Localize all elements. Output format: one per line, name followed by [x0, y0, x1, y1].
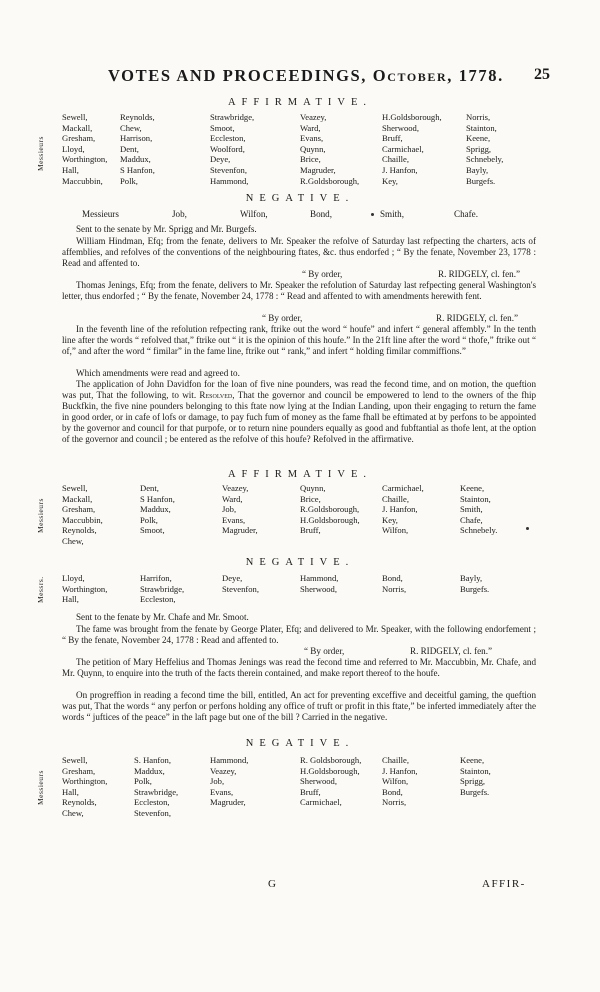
member-name: Smoot,	[140, 525, 165, 536]
member-name: Wilfon,	[382, 776, 409, 787]
member-name: Evans,	[222, 514, 246, 525]
member-name: Brice,	[300, 493, 321, 504]
page-number: 25	[534, 66, 550, 83]
vote2-negative-heading: NEGATIVE.	[245, 557, 355, 568]
member-name: Hall,	[62, 594, 79, 605]
member-name: Bond,	[382, 573, 403, 583]
vote2-col-6	[460, 483, 497, 536]
vote2n-col-1	[62, 573, 107, 605]
member-name: Maccubbin,	[62, 175, 103, 186]
vote2-negative-side-label: Messrs.	[36, 576, 45, 604]
member-name: Norris,	[382, 583, 407, 594]
vote3-col-2	[134, 755, 178, 819]
by-order-3: “ By order,	[304, 646, 345, 656]
paragraph-hesselius: The petition of Mary Heffelius and Thomas Jenings was read the fecond time and referred to Mr. Maccubbin, Mr. Chafe, and Mr. Quynn, to enquire into the truth of the facts therein contained, and make report thereof to the houfe.	[62, 657, 536, 678]
member-name: Norris,	[466, 112, 491, 122]
member-name: Dent,	[140, 483, 159, 493]
member-name: Quynn,	[300, 483, 326, 493]
member-name: Magruder,	[222, 525, 258, 536]
member-name: Keene,	[460, 483, 485, 493]
vote1-col-4	[300, 112, 359, 186]
member-name: Chaille,	[382, 154, 409, 165]
member-name: Worthington,	[62, 776, 108, 787]
member-name: Chew,	[120, 122, 142, 133]
ink-mark	[526, 527, 529, 530]
member-name: Magruder,	[300, 164, 336, 175]
paragraph-jenings: Thomas Jenings, Efq; from the fenate, delivers to Mr. Speaker the refolution of Saturday last refpecting general Washington's letter, thus endorfed ; “ By the fenate, November 24, 1778 : “ Read and affented to with amendments herewith fent.	[62, 280, 536, 301]
member-name: Gresham,	[62, 504, 96, 515]
sent-to-senate-line-2: Sent to the fenate by Mr. Chafe and Mr. Smoot.	[76, 612, 249, 622]
vote2n-col-4	[300, 573, 338, 594]
vote2-side-label: Messieurs	[36, 498, 45, 534]
member-name: Hammond,	[300, 573, 339, 583]
member-name: Chaille,	[382, 493, 409, 504]
member-name: Strawbridge,	[140, 583, 185, 594]
member-name: Reynolds,	[62, 797, 97, 808]
catchword: AFFIR-	[482, 878, 526, 890]
member-name: S Hanfon,	[120, 164, 155, 175]
member-name: Carmichael,	[382, 483, 424, 493]
member-name: Key,	[382, 175, 398, 186]
member-name: Veazey,	[222, 483, 249, 493]
vote2-negative-list	[36, 573, 542, 607]
vote1-negative-name: Chafe.	[454, 209, 478, 219]
paragraph-plater: The fame was brought from the fenate by George Plater, Efq; and delivered to Mr. Speaker, with the following endorfement ; “ By the fenate, November 24, 1778 : Read and affented to.	[62, 624, 536, 645]
member-name: Reynolds,	[62, 525, 97, 536]
vote1-negative-name: Smith,	[380, 209, 405, 219]
member-name: Stevenfon,	[134, 807, 171, 818]
page-header	[60, 66, 550, 90]
member-name: Polk,	[140, 514, 158, 525]
vote2n-col-2	[140, 573, 184, 605]
vote3-side-label: Messieurs	[36, 770, 45, 806]
member-name: Sewell,	[62, 112, 88, 122]
member-name: Sherwood,	[382, 122, 419, 133]
member-name: Chafe,	[460, 514, 483, 525]
vote1-affirmative-heading: AFFIRMATIVE.	[227, 97, 373, 108]
member-name: Keene,	[460, 755, 485, 765]
vote2-col-2	[140, 483, 175, 536]
amendments-agreed-line: Which amendments were read and agreed to.	[76, 368, 240, 378]
member-name: Stevenfon,	[210, 164, 247, 175]
vote1-affirmative-list	[36, 112, 542, 188]
davidson-lead: The application of John Davidfon for the loan of five nine pounders, was read the fecond time, and on motion, the queftion was put, That the following, to wit.	[62, 379, 536, 400]
member-name: Hammond,	[210, 755, 249, 765]
member-name: R. Goldsborough,	[300, 755, 362, 765]
member-name: Stainton,	[466, 122, 497, 133]
ink-mark	[371, 213, 374, 216]
vote3-col-5	[382, 755, 418, 808]
member-name: Mackall,	[62, 493, 93, 504]
member-name: Hall,	[62, 786, 79, 797]
member-name: Maddux,	[120, 154, 151, 165]
member-name: Stevenfon,	[222, 583, 259, 594]
member-name: Bond,	[382, 786, 403, 797]
member-name: Smoot,	[210, 122, 235, 133]
member-name: Hammond,	[210, 175, 249, 186]
running-title: VOTES AND PROCEEDINGS, October, 1778.	[108, 66, 504, 85]
paragraph-davidson	[62, 379, 536, 445]
member-name: Chew,	[62, 535, 84, 546]
vote1-negative-name: Job,	[172, 209, 187, 219]
member-name: Burgefs.	[460, 786, 490, 797]
member-name: Maddux,	[134, 765, 165, 776]
member-name: Veazey,	[210, 765, 237, 776]
vote2-col-1	[62, 483, 103, 547]
member-name: Magruder,	[210, 797, 246, 808]
vote1-negative-name: Wilfon,	[240, 209, 268, 219]
member-name: Eccleston,	[134, 797, 170, 808]
vote2n-col-3	[222, 573, 259, 594]
member-name: Norris,	[382, 797, 407, 808]
member-name: Chew,	[62, 807, 84, 818]
member-name: Reynolds,	[120, 112, 155, 122]
vote3-col-3	[210, 755, 248, 808]
vote2n-col-5	[382, 573, 406, 594]
member-name: Mackall,	[62, 122, 93, 133]
member-name: H.Goldsborough,	[300, 765, 360, 776]
member-name: Deye,	[210, 154, 231, 165]
member-name: Quynn,	[300, 143, 326, 154]
vote2-affirmative-heading: AFFIRMATIVE.	[227, 469, 373, 480]
member-name: Bayly,	[460, 573, 483, 583]
vote3-col-4	[300, 755, 361, 808]
vote2-col-3	[222, 483, 258, 536]
resolved-label: Resolved,	[199, 390, 235, 400]
vote2-col-4	[300, 483, 360, 536]
member-name: Dent,	[120, 143, 139, 154]
member-name: Sprigg,	[460, 776, 486, 787]
member-name: Polk,	[120, 175, 138, 186]
member-name: S Hanfon,	[140, 493, 175, 504]
paragraph-gaming-bill: On progreffion in reading a fecond time the bill, entitled, An act for preventing exceffive and deceitful gaming, the queftion was put, That the words “ any perfon or perfons holding any office of truft or profit in this ftate,” be inferted immediately after the words “ juftices of the peace” in the laft page but one of the bill ? Carried in the negative.	[62, 690, 536, 722]
vote1-col-1	[62, 112, 107, 186]
member-name: S. Hanfon,	[134, 755, 171, 765]
member-name: Bruff,	[300, 786, 321, 797]
member-name: Eccleston,	[210, 133, 246, 144]
signature-mark: G	[268, 878, 276, 890]
vote1-col-5	[382, 112, 442, 186]
member-name: Brice,	[300, 154, 321, 165]
vote1-side-label: Messieurs	[36, 136, 45, 172]
member-name: Sewell,	[62, 755, 88, 765]
member-name: Sherwood,	[300, 583, 337, 594]
vote1-negative-messieurs: Messieurs	[82, 209, 119, 219]
member-name: Strawbridge,	[210, 112, 255, 122]
member-name: H.Goldsborough,	[382, 112, 442, 122]
member-name: Carmichael,	[300, 797, 342, 808]
member-name: Eccleston,	[140, 594, 176, 605]
member-name: Veazey,	[300, 112, 327, 122]
member-name: Carmichael,	[382, 143, 424, 154]
vote3-negative-heading: NEGATIVE.	[245, 738, 355, 749]
member-name: Sprigg,	[466, 143, 492, 154]
member-name: Stainton,	[460, 493, 491, 504]
vote3-col-1	[62, 755, 107, 819]
vote1-col-2	[120, 112, 155, 186]
sent-to-senate-line: Sent to the senate by Mr. Sprigg and Mr. Burgefs.	[76, 224, 257, 234]
member-name: Deye,	[222, 573, 243, 583]
member-name: Bayly,	[466, 164, 489, 175]
member-name: Strawbridge,	[134, 786, 179, 797]
member-name: Harrison,	[120, 133, 153, 144]
member-name: Worthington,	[62, 154, 108, 165]
vote2-col-5	[382, 483, 424, 536]
member-name: J. Hanfon,	[382, 164, 418, 175]
vote1-col-3	[210, 112, 254, 186]
vote2-affirmative-list	[36, 483, 542, 549]
member-name: Stainton,	[460, 765, 491, 776]
ridgely-signature-1: R. RIDGELY, cl. fen.”	[438, 269, 521, 279]
member-name: Schnebely.	[460, 525, 498, 536]
member-name: Worthington,	[62, 583, 108, 594]
paragraph-amendments: In the feventh line of the refolution refpecting rank, ftrike out the word “ houfe” and infert “ general affembly.” In the tenth line after the words “ refolved that,” ftrike out “ it is the opinion of this houfe.” In the 21ft line after the word “ thofe,” ftrike out “ of,” and after the word “ fimilar” in the fame line, ftrike out “ rank,” and infert “ holding fimilar commiffions.”	[62, 324, 536, 356]
member-name: Job,	[210, 776, 225, 787]
by-order-2: “ By order,	[262, 313, 303, 323]
member-name: Ward,	[300, 122, 321, 133]
member-name: Lloyd,	[62, 573, 85, 583]
member-name: Smith,	[460, 504, 483, 515]
davidson-rest: That the governor and council be empowered to lend to the owners of the fhip Buckfkin, the five nine pounders belonging to this ftate now lying at the Indian Landing, upon their engaging to return the fame in good order, or in cafe of lofs or damage, to pay fuch fum of money as the fame fhall be eftimated at by perfons to be appointed by the governor and council for that purpofe, or to return nine pounders equally as good and fubftantial as thofe lent, at the option of the governor and council ; be entered as the refolve of this houfe? Refolved in the affirmative.	[62, 390, 537, 444]
vote1-negative-heading: NEGATIVE.	[245, 193, 355, 204]
member-name: H.Goldsborough,	[300, 514, 360, 525]
member-name: J. Hanfon,	[382, 504, 418, 515]
member-name: Maccubbin,	[62, 514, 103, 525]
member-name: Keene,	[466, 133, 491, 144]
member-name: R.Goldsborough,	[300, 175, 360, 186]
member-name: Hall,	[62, 164, 79, 175]
member-name: Lloyd,	[62, 143, 85, 154]
member-name: Bruff,	[300, 525, 321, 536]
member-name: Burgefs.	[460, 583, 490, 594]
member-name: Burgefs.	[466, 175, 496, 186]
member-name: Polk,	[134, 776, 152, 787]
member-name: Ward,	[222, 493, 243, 504]
member-name: Harrifon,	[140, 573, 172, 583]
member-name: J. Hanfon,	[382, 765, 418, 776]
member-name: Chaille,	[382, 755, 409, 765]
vote3-negative-list	[36, 755, 542, 821]
ridgely-signature-3: R. RIDGELY, cl. fen.”	[410, 646, 493, 656]
member-name: Evans,	[300, 133, 324, 144]
member-name: Wilfon,	[382, 525, 409, 536]
member-name: Gresham,	[62, 765, 96, 776]
member-name: Gresham,	[62, 133, 96, 144]
paragraph-hindman: William Hindman, Efq; from the fenate, delivers to Mr. Speaker the refolve of Saturday last refpecting the charters, acts of affemblies, and refolves of the conventions of the neighbouring ftates, &c. thus endorfed ; “ By the fenate, November 23, 1778 : Read and affented to.	[62, 236, 536, 268]
member-name: Bruff,	[382, 133, 403, 144]
member-name: Sewell,	[62, 483, 88, 493]
member-name: Sherwood,	[300, 776, 337, 787]
member-name: Woolford,	[210, 143, 245, 154]
member-name: Job,	[222, 504, 237, 515]
vote2n-col-6	[460, 573, 489, 594]
ridgely-signature-2: R. RIDGELY, cl. fen.”	[436, 313, 519, 323]
by-order-1: “ By order,	[302, 269, 343, 279]
vote1-col-6	[466, 112, 503, 186]
member-name: Maddux,	[140, 504, 171, 515]
member-name: Evans,	[210, 786, 234, 797]
vote1-negative-name: Bond,	[310, 209, 332, 219]
member-name: Key,	[382, 514, 398, 525]
member-name: Schnebely,	[466, 154, 504, 165]
vote3-col-6	[460, 755, 491, 797]
member-name: R.Goldsborough,	[300, 504, 360, 515]
